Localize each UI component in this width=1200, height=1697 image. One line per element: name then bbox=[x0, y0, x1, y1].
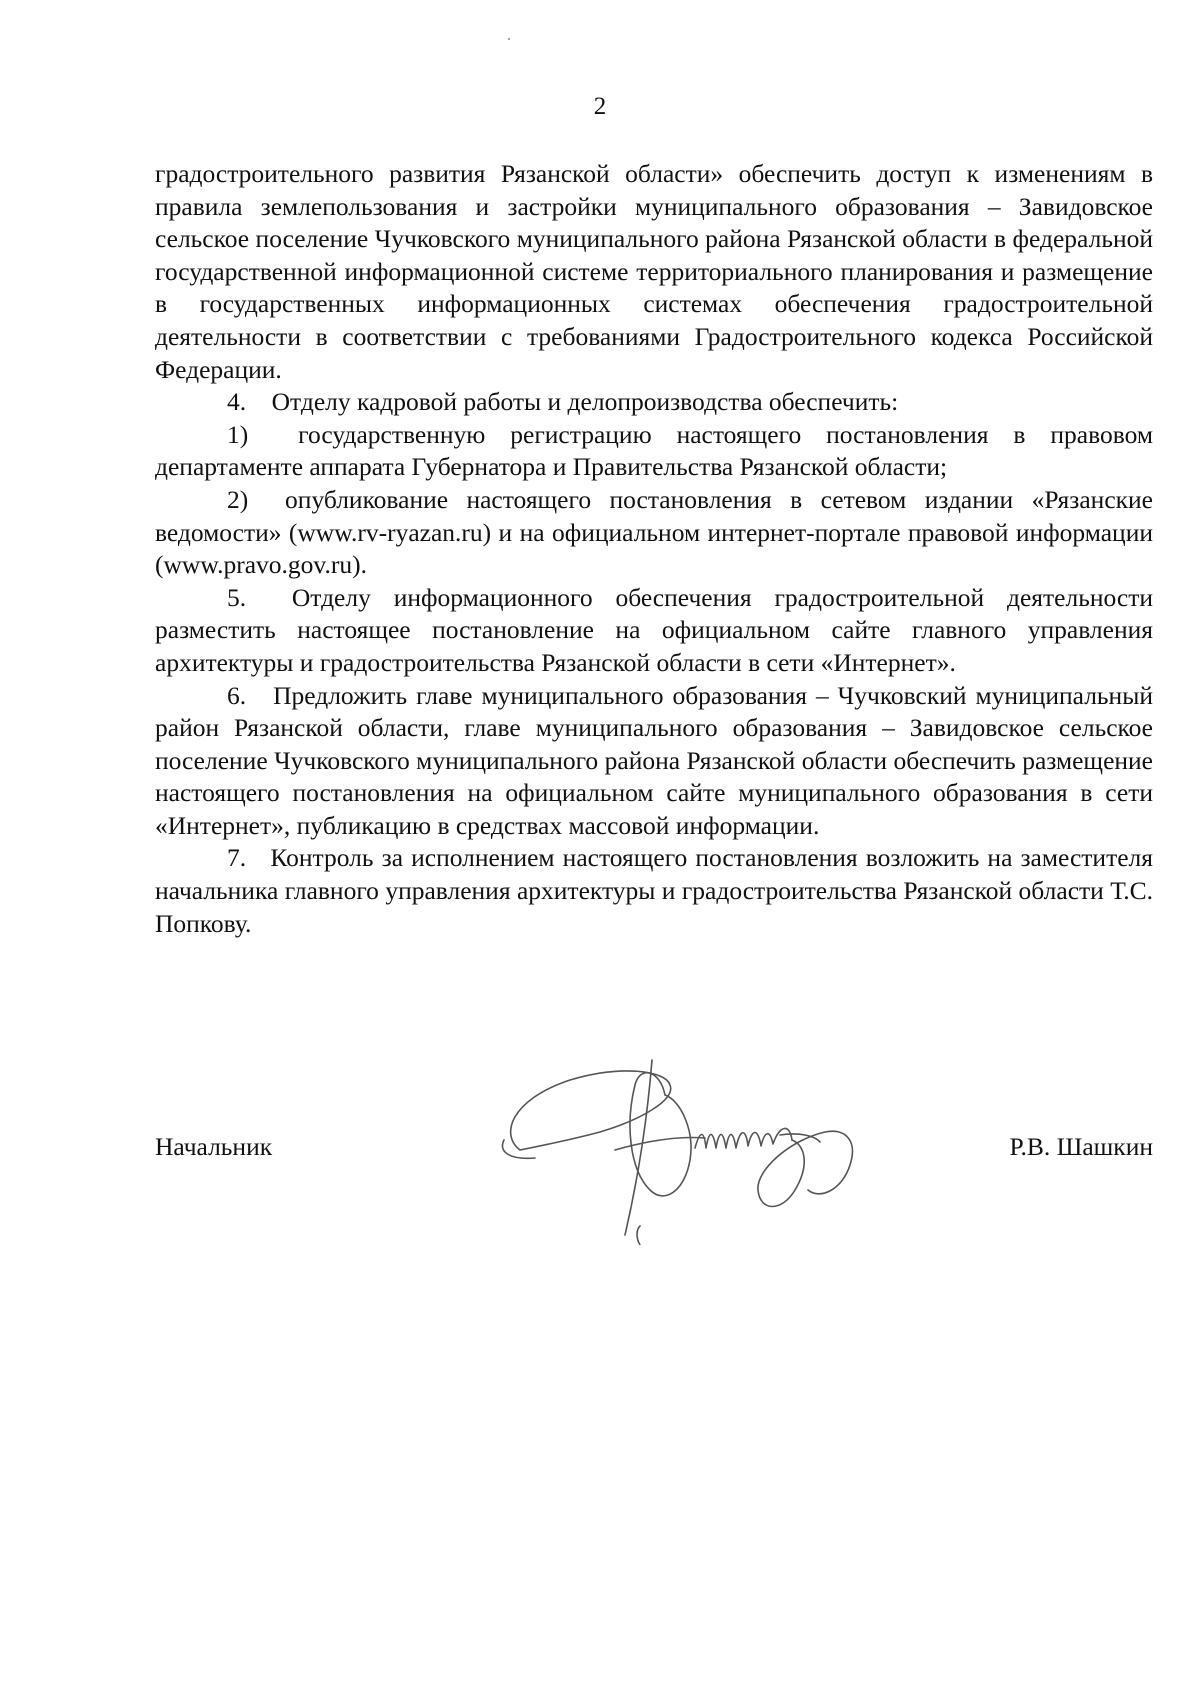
paragraph-item-6: 6. Предложить главе муниципального образования – Чучковский муниципальный район Рязанской области, главе муниципального образования – Завидовское сельское поселение Чучковского муниципального района Рязанской области обеспечить размещение настоящего постановления на официальном сайте муниципального образования в сети «Интернет», публикацию в средствах массовой информации. bbox=[155, 680, 1153, 840]
scan-artifact-dot bbox=[508, 38, 510, 40]
paragraph-subitem-2: 2) опубликование настоящего постановления в сетевом издании «Рязанские ведомости» (www.rv-ryazan.ru) и на официальном интернет-портале правовой информации (www.pravo.gov.ru). bbox=[155, 484, 1153, 580]
paragraph-subitem-1: 1) государственную регистрацию настоящего постановления в правовом департаменте аппарата Губернатора и Правительства Рязанской области; bbox=[155, 419, 1153, 482]
position-title: Начальник bbox=[155, 1132, 273, 1161]
paragraph-continuation: градостроительного развития Рязанской области» обеспечить доступ к изменениям в правила землепользования и застройки муниципального образования – Завидовское сельское поселение Чучковского муниципального района Рязанской области в федеральной государственной информационной системе территориального планирования и размещение в государственных информационных системах обеспечения градостроительной деятельности в соответствии с требованиями Градостроительного кодекса Российской Федерации. bbox=[155, 159, 1153, 384]
document-body bbox=[155, 158, 1153, 940]
paragraph-item-4: 4. Отделу кадровой работы и делопроизводства обеспечить: bbox=[227, 387, 899, 417]
page-number: 2 bbox=[593, 93, 607, 120]
signatory-name: Р.В. Шашкин bbox=[1009, 1132, 1153, 1161]
handwritten-signature bbox=[490, 1040, 890, 1245]
paragraph-item-7: 7. Контроль за исполнением настоящего постановления возложить на заместителя начальника главного управления архитектуры и градостроительства Рязанской области Т.С. Попкову. bbox=[155, 843, 1153, 938]
paragraph-item-5: 5. Отделу информационного обеспечения градостроительной деятельности разместить настоящее постановление на официальном сайте главного управления архитектуры и градостроительства Рязанской области в сети «Интернет». bbox=[155, 582, 1153, 677]
